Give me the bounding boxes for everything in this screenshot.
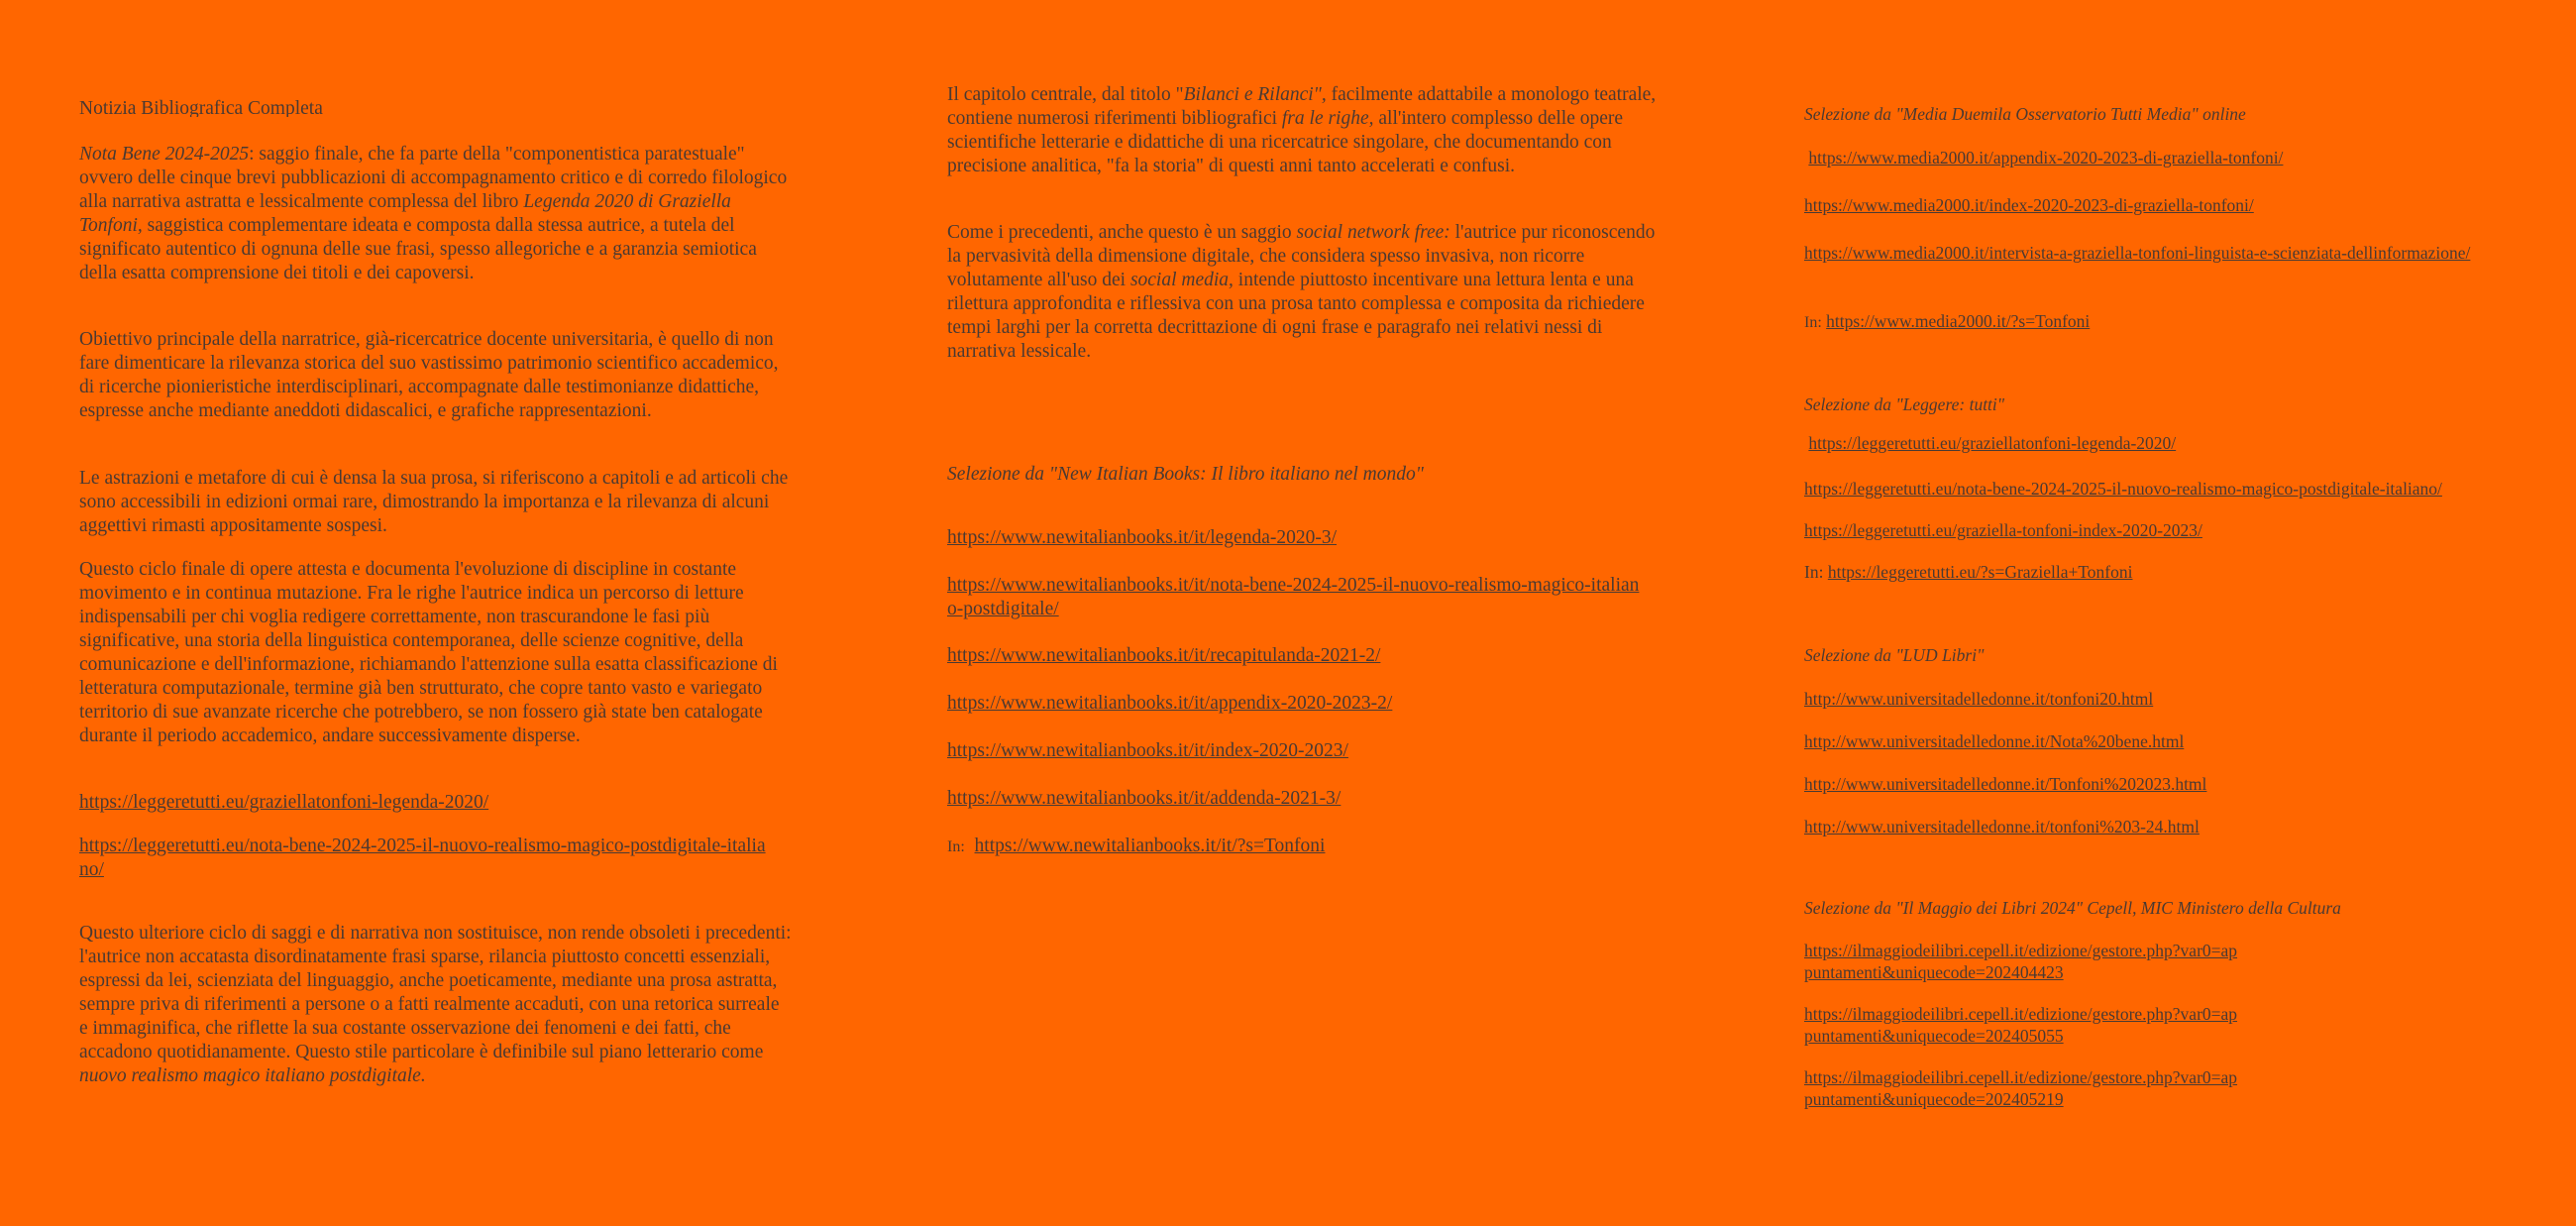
paragraph-nota-bene [79,143,793,285]
lud-libri-link[interactable]: http://www.universitadelledonne.it/Tonfoni%202023.html [1804,774,2207,794]
emphasis-text: social network free: [1296,222,1450,243]
paragraph-further-cycle [79,922,793,1088]
link-item [1804,1003,2240,1047]
paragraph-text: saggistica complementare ideata e composta dalla stessa autrice, a tutela del significato autentico di ognuna delle sue frasi, spesso allegoriche e a garanzia semiotica della esatta comprensione dei titoli e dei capoversi. [79,215,757,283]
leggeretutti-link[interactable]: https://leggeretutti.eu/graziella-tonfoni-index-2020-2023/ [1804,520,2202,540]
lud-libri-link[interactable]: http://www.universitadelledonne.it/Nota%20bene.html [1804,731,2185,751]
link-item [1804,432,2557,454]
paragraph-central-chapter [947,83,1661,178]
section-heading-newitalianbooks: Selezione da "New Italian Books: Il libro italiano nel mondo" [947,464,1424,485]
link-item [79,791,793,815]
link-item [1804,773,2557,795]
section-heading-media2000: Selezione da "Media Duemila Osservatorio Tutti Media" online [1804,104,2246,124]
link-item [1804,478,2557,500]
leggeretutti-search-link[interactable]: https://leggeretutti.eu/?s=Graziella+Tonfoni [1827,562,2133,582]
emphasis-text: social media, [1129,270,1234,290]
chapter-title: Bilanci e Rilanci", [1183,84,1327,105]
maggio-libri-link[interactable]: https://ilmaggiodeilibri.cepell.it/edizione/gestore.php?var0=appuntamenti&uniquecode=202405219 [1804,1067,2238,1109]
link-item [1804,561,2557,583]
paragraph-text: intende piuttosto incentivare una lettura lenta e una rilettura approfondita e riflessiva con una prosa tanto complessa e composita da richiedere tempi larghi per la corretta decrittazione di ogni frase e paragrafo nei relativi nessi di narrativa lessicale. [947,270,1645,362]
bibliographic-title: Notizia Bibliografica Completa [79,98,323,117]
link-item [1804,1066,2240,1110]
link-item [947,644,1661,668]
link-item [947,835,1661,859]
leggeretutti-nota-bene-link[interactable]: https://leggeretutti.eu/nota-bene-2024-2025-il-nuovo-realismo-magico-postdigitale-italiano/ [79,836,766,880]
section-heading-leggeretutti: Selezione da "Leggere: tutti" [1804,394,2005,414]
paragraph-text: l'autrice pur riconoscendo la pervasività della dimensione digitale, che considera spesso invasiva, non ricorre volutamente all'uso dei [947,222,1656,290]
newitalianbooks-link[interactable]: https://www.newitalianbooks.it/it/index-2020-2023/ [947,740,1348,761]
leggeretutti-link[interactable]: https://leggeretutti.eu/graziellatonfoni-legenda-2020/ [1808,433,2177,453]
in-label: In: [947,838,965,855]
section-heading-lud-libri: Selezione da "LUD Libri" [1804,645,1985,665]
media2000-link[interactable]: https://www.media2000.it/index-2020-2023-di-graziella-tonfoni/ [1804,195,2254,215]
paragraph-cycle: Questo ciclo finale di opere attesta e documenta l'evoluzione di discipline in costante movimento e in continua mutazione. Fra le righe l'autrice indica un percorso di letture indispensabili per chi voglia redigere correttamente, non trascurandone le fasi più significative, una storia della linguistica contemporanea, delle scienze cognitive, della comunicazione e dell'informazione, richiamando l'attenzione sulla esatta classificazione di letteratura computazionale, termine già ben strutturato, che copre tanto vasto e variegato territorio di sue avanzate ricerche che potrebbero, se non fossero già state ben catalogate durante il periodo accademico, andare successivamente disperse. [79,559,778,746]
link-item [1804,519,2557,541]
paragraph-text: Come i precedenti, anche questo è un saggio [947,222,1297,243]
newitalianbooks-link[interactable]: https://www.newitalianbooks.it/it/appendix-2020-2023-2/ [947,693,1393,714]
link-item [947,787,1661,811]
media2000-link[interactable]: https://www.media2000.it/intervista-a-graziella-tonfoni-linguista-e-scienziata-dellinformazione/ [1804,243,2471,263]
link-item [1804,730,2557,752]
newitalianbooks-search-link[interactable]: https://www.newitalianbooks.it/it/?s=Tonfoni [974,836,1326,856]
newitalianbooks-link[interactable]: https://www.newitalianbooks.it/it/nota-bene-2024-2025-il-nuovo-realismo-magico-italiano-postdigitale/ [947,575,1640,619]
link-item [1804,242,2498,264]
lud-libri-link[interactable]: http://www.universitadelledonne.it/tonfoni%203-24.html [1804,817,2200,836]
leggeretutti-legenda-link[interactable]: https://leggeretutti.eu/graziellatonfoni-legenda-2020/ [79,792,489,813]
emphasis-text: fra le righe, [1281,108,1374,129]
paragraph-text: Il capitolo centrale, dal titolo " [947,84,1184,105]
book-title-legenda: Legenda 2020 di Graziella Tonfoni, [79,191,731,236]
paragraph-text: all'intero complesso delle opere scientifiche letterarie e didattiche di una ricercatrice singolare, che documentando con precisione analitica, "fa la storia" di questi anni tanto accelerati e confusi. [947,108,1624,176]
link-item [79,835,773,882]
link-item [1804,310,2557,334]
link-item [947,739,1661,763]
link-item [1804,940,2240,983]
maggio-libri-link[interactable]: https://ilmaggiodeilibri.cepell.it/edizione/gestore.php?var0=appuntamenti&uniquecode=202405055 [1804,1004,2238,1046]
newitalianbooks-link[interactable]: https://www.newitalianbooks.it/it/addenda-2021-3/ [947,788,1342,809]
link-item [1804,194,2557,216]
media2000-link[interactable]: https://www.media2000.it/appendix-2020-2023-di-graziella-tonfoni/ [1808,148,2284,167]
paragraph-abstractions: Le astrazioni e metafore di cui è densa la sua prosa, si riferiscono a capitoli e ad articoli che sono accessibili in edizioni ormai rare, dimostrando la importanza e la rilevanza di alcuni aggettivi rimasti appositamente sospesi. [79,468,789,536]
paragraph-text: Questo ulteriore ciclo di saggi e di narrativa non sostituisce, non rende obsoleti i precedenti: l'autrice non accatasta disordinatamente frasi sparse, rilancia piuttosto concetti essenziali, espressi da lei, scienziata del linguaggio, anche poeticamente, mediante una prosa astratta, sempre priva di riferimenti a persone o a fatti realmente accaduti, con una retorica surreale e immaginifica, che riflette la sua costante osservazione dei fenomeni e dei fatti, che accadono quotidianamente. Questo stile particolare è definibile sul piano letterario come [79,923,792,1062]
paragraph-text: facilmente adattabile a monologo teatrale, contiene numerosi riferimenti bibliografici [947,84,1657,129]
link-item [947,526,1661,550]
paragraph-objective: Obiettivo principale della narratrice, già-ricercatrice docente universitaria, è quello di non fare dimenticare la rilevanza storica del suo vastissimo patrimonio scientifico accademico, di ricerche pionieristiche interdisciplinari, accompagnate dalle testimonianze didattiche, espresse anche mediante aneddoti didascalici, e grafiche rappresentazioni. [79,329,779,421]
link-item [1804,688,2557,710]
link-item [947,574,1641,621]
section-heading-maggio-libri: Selezione da "Il Maggio dei Libri 2024" Cepell, MIC Ministero della Cultura [1804,898,2341,918]
link-item [1804,816,2557,837]
style-definition: nuovo realismo magico italiano postdigitale. [79,1065,426,1086]
newitalianbooks-link[interactable]: https://www.newitalianbooks.it/it/recapitulanda-2021-2/ [947,645,1381,666]
media2000-search-link[interactable]: https://www.media2000.it/?s=Tonfoni [1826,311,2091,331]
link-item [947,692,1661,716]
leggeretutti-link[interactable]: https://leggeretutti.eu/nota-bene-2024-2025-il-nuovo-realismo-magico-postdigitale-italiano/ [1804,479,2442,499]
paragraph-text: : saggio finale, che fa parte della "componentistica paratestuale" ovvero delle cinque brevi pubblicazioni di accompagnamento critico e di corredo filologico alla narrativa astratta e lessicalmente complessa del libro [79,144,788,212]
in-label: In: [1804,314,1822,331]
maggio-libri-link[interactable]: https://ilmaggiodeilibri.cepell.it/edizione/gestore.php?var0=appuntamenti&uniquecode=202404423 [1804,941,2238,982]
lud-libri-link[interactable]: http://www.universitadelledonne.it/tonfoni20.html [1804,689,2154,709]
book-title-nota-bene: Nota Bene 2024-2025 [79,144,250,165]
in-label: In: [1804,562,1824,582]
newitalianbooks-link[interactable]: https://www.newitalianbooks.it/it/legenda-2020-3/ [947,527,1338,548]
link-item [1804,147,2557,168]
paragraph-social-free [947,221,1661,364]
